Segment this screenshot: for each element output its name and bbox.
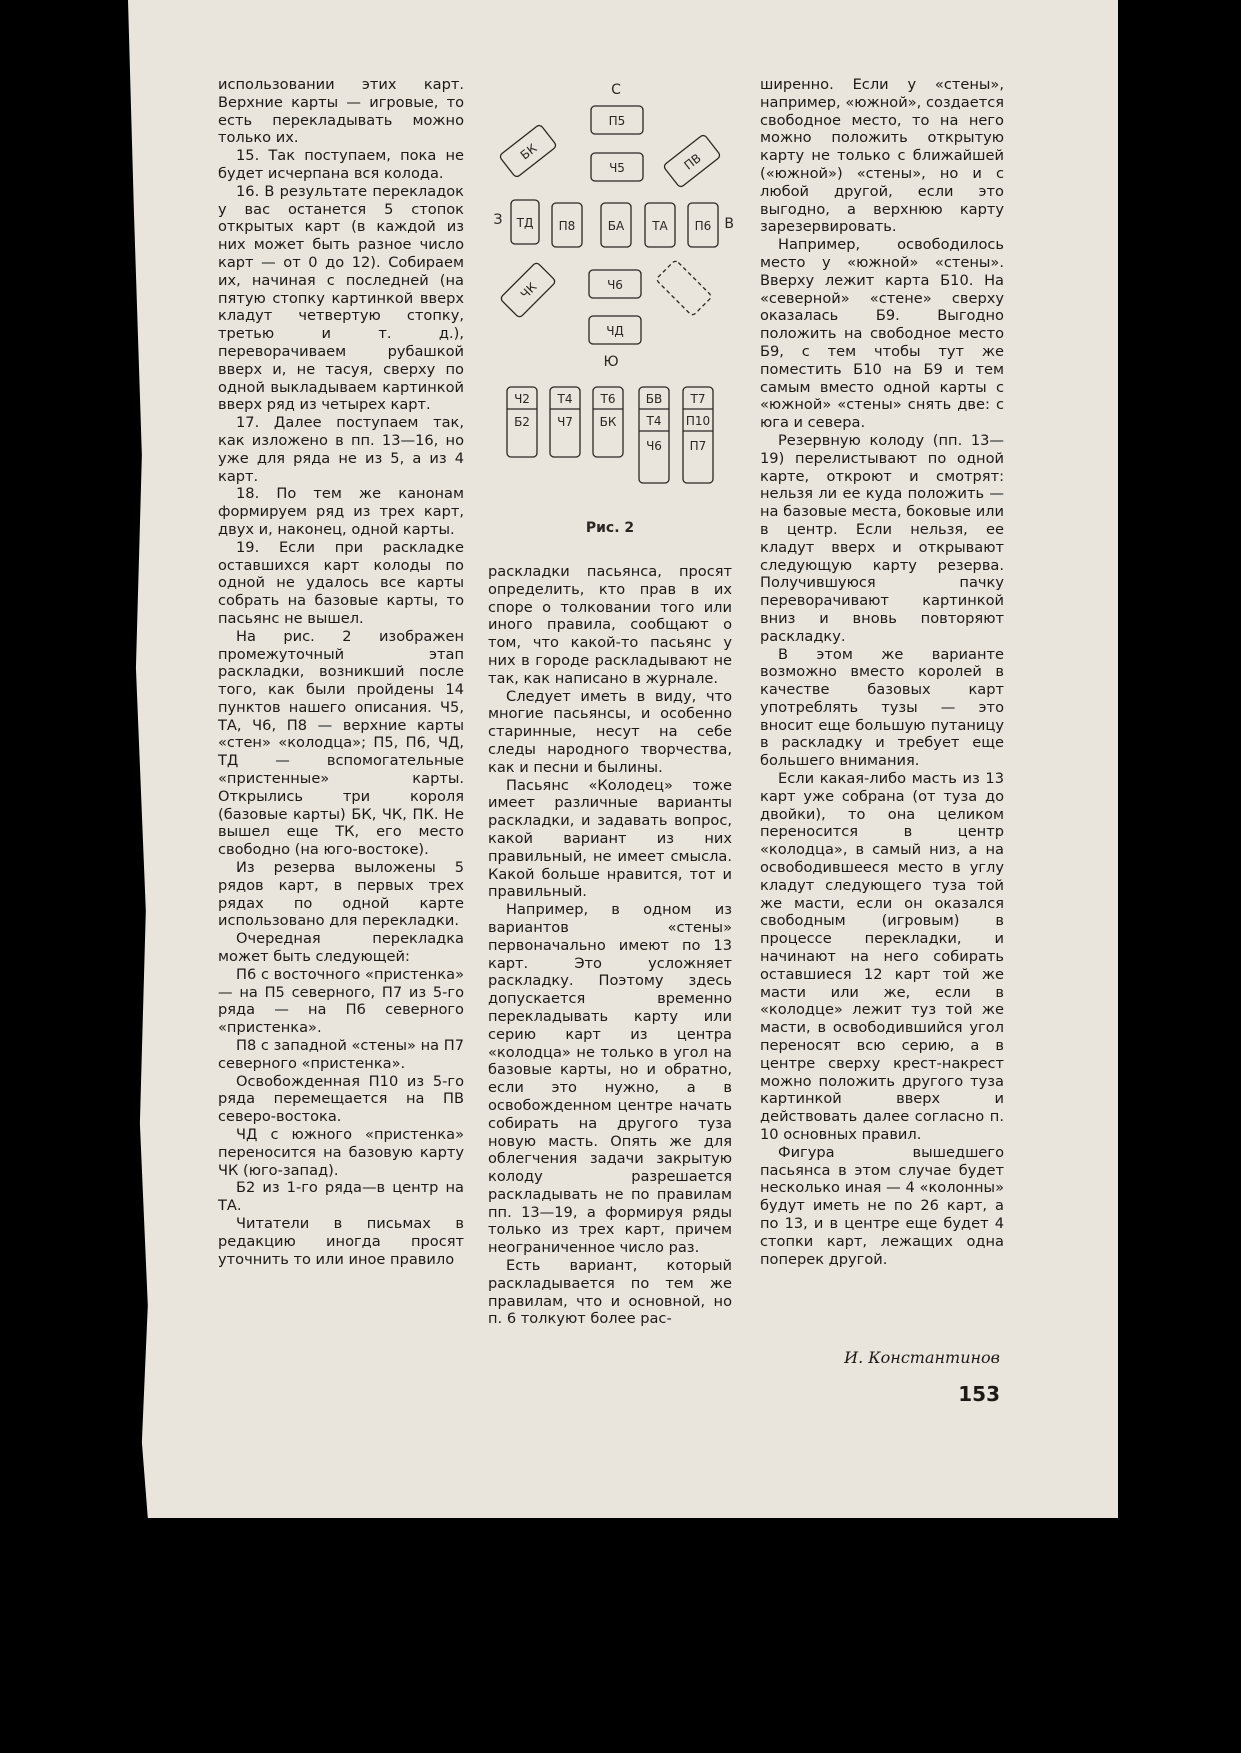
paragraph: Есть вариант, который раскладывается по тем же правилам, что и основной, но п. 6 толкуют более рас- [488,1257,732,1328]
svg-text:Т7: Т7 [690,392,706,406]
dir-west-label: З [493,212,503,228]
figure-caption: Рис. 2 [585,520,635,536]
svg-text:ТД: ТД [516,216,534,230]
svg-text:ПВ: ПВ [681,150,704,173]
svg-text:Т6: Т6 [600,392,616,406]
paragraph: использовании этих карт. Верхние карты — игровые, то есть перекладывать можно только их. [218,76,464,147]
svg-text:П7: П7 [689,439,707,453]
dir-east-label: В [724,216,734,232]
reserve-row-2 [550,387,580,457]
paragraph: 18. По тем же канонам формируем ряд из трех карт, двух и, наконец, одной карты. [218,485,464,538]
paragraph: 17. Далее поступаем так, как изложено в пп. 13—16, но уже для ряда не из 5, а из 4 карт. [218,414,464,485]
paragraph: На рис. 2 изображен промежуточный этап раскладки, возникший после того, как были пройдены 14 пунктов нашего описания. Ч5, ТА, Ч6, П8 — верхние карты «стен» «колодца»; П5, П6, ЧД, ТД — вспомогательные «пристенные» карты. Открылись три короля (базовые карты) БК, ЧК, ПК. Не вышел еще ТК, его место свободно (на юго-востоке). [218,627,464,859]
svg-text:П8: П8 [558,219,576,233]
paragraph: 16. В результате перекладок у вас останется 5 стопок открытых карт (в каждой из них может быть разное число карт — от 0 до 12). Собираем их, начиная с последней (на пятую стопку картинкой вверх кладут четвертую стопку, третью и т. д.), переворачиваем рубашкой вверх и, не тасуя, сверху по одной выкладываем картинкой вверх ряд из четырех карт. [218,182,464,414]
card-ba [601,203,631,247]
paragraph: Следует иметь в виду, что многие пасьянсы, и особенно старинные, несут на себе следы народного творчества, как и песни и былины. [488,687,732,776]
svg-text:Б2: Б2 [514,415,530,429]
paragraph: Освобожденная П10 из 5-го ряда перемещается на ПВ северо-востока. [218,1072,464,1126]
card-bk-nw [499,124,557,178]
card-chd [589,316,641,344]
card-p8 [552,203,582,247]
reserve-row-5 [683,387,713,483]
card-ch5 [591,153,643,181]
svg-text:Т4: Т4 [557,392,573,406]
author-signature: И. Константинов [844,1348,1000,1367]
reserve-row-4 [639,387,669,483]
svg-text:П5: П5 [608,114,626,128]
paragraph: Читатели в письмах в редакцию иногда просят уточнить то или иное правило [218,1215,464,1268]
text-column-right [760,76,1004,1268]
card-p6 [688,203,718,247]
svg-text:ЧД: ЧД [606,324,624,338]
svg-text:ЧК: ЧК [517,279,540,302]
svg-text:БК: БК [599,415,617,429]
paragraph: Например, в одном из вариантов «стены» первоначально имеют по 13 карт. Это усложняет раскладку. Поэтому здесь допускается временно перекладывать карту или серию карт из центра «колодца» не только в угол на базовые карты, но и обратно, если это нужно, а в освобожденном центре начать собирать на другого туза новую масть. Опять же для облегчения задачи закрытую колоду разрешается раскладывать не по правилам пп. 13—19, а формируя ряды только из трех карт, причем неограниченное число раз. [488,901,732,1257]
paragraph: 19. Если при раскладке оставшихся карт колоды по одной не удалось все карты собрать на базовые карты, то пасьянс не вышел. [218,538,464,627]
paragraph: П8 с западной «стены» на П7 северного «пристенка». [218,1037,464,1072]
paragraph: П6 с восточного «пристенка» — на П5 северного, П7 из 5-го ряда — на П6 северного «пристенка». [218,965,464,1037]
paragraph: 15. Так поступаем, пока не будет исчерпана вся колода. [218,147,464,182]
svg-text:Ч5: Ч5 [609,161,625,175]
paragraph: Очередная перекладка может быть следующей: [218,930,464,966]
paragraph: раскладки пасьянса, просят определить, кто прав в их споре о толковании того или иного правила, сообщают о том, что какой-то пасьянс у них в городе раскладывают не так, как написано в журнале. [488,563,732,687]
svg-text:ТА: ТА [652,219,668,233]
card-ch6 [589,270,641,298]
card-chk-sw [500,262,557,319]
dir-north-label: С [611,82,621,98]
paragraph: ЧД с южного «пристенка» переносится на базовую карту ЧК (юго-запад). [218,1126,464,1179]
svg-text:Ч7: Ч7 [557,415,573,429]
svg-text:П10: П10 [685,414,711,428]
card-p5 [591,106,643,134]
paragraph: В этом же варианте возможно вместо королей в качестве базовых карт употреблять тузы — это вносит еще большую путаницу в раскладку и требует еще большего внимания. [760,645,1004,770]
dir-south-label: Ю [603,354,619,370]
svg-text:БК: БК [517,141,540,163]
card-pv-ne [663,134,721,188]
card-layout-diagram [488,76,732,546]
page-number: 153 [958,1382,1000,1406]
reserve-row-3 [593,387,623,457]
svg-text:Т4: Т4 [646,414,662,428]
svg-text:П6: П6 [694,219,712,233]
card-ta [645,203,675,247]
empty-slot-se [656,260,713,317]
paragraph: Фигура вышедшего пасьянса в этом случае будет несколько иная — 4 «колонны» будут иметь не по 26 карт, а по 13, и в центре еще будет 4 стопки карт, лежащих одна поперек другой. [760,1143,1004,1268]
svg-text:Ч2: Ч2 [514,392,530,406]
paragraph: ширенно. Если у «стены», например, «южной», создается свободное место, то на него можно положить открытую карту не только с ближайшей («южной») «стены», но и с любой другой, если это выгодно, а верхнюю карту зарезервировать. [760,76,1004,236]
figure-card-layout [488,76,732,546]
paragraph: Если какая-либо масть из 13 карт уже собрана (от туза до двойки), то она целиком переносится в центр «колодца», в самый низ, а на освободившееся место в углу кладут следующего туза той же масти, если он оказался свободным (игровым) в процессе перекладки, и начинают на него собирать оставшиеся 12 карт той же масти или же, если в «колодце» лежит туз той же масти, в освободившийся угол переносят всю серию, а в центре сверху крест-накрест можно положить другого туза картинкой вверх и действовать далее согласно п. 10 основных правил. [760,770,1004,1144]
paragraph: Пасьянс «Колодец» тоже имеет различные варианты раскладки, и задавать вопрос, какой вариант из них правильный, не имеет смысла. Какой больше нравится, тот и правильный. [488,776,732,901]
svg-text:Ч6: Ч6 [607,278,623,292]
svg-text:Ч6: Ч6 [646,439,662,453]
card-td [511,200,539,244]
text-column-middle [488,563,732,1328]
paragraph: Например, освободилось место у «южной» «стены». Вверху лежит карта Б10. На «северной» «стене» сверху оказалась Б9. Выгодно положить на свободное место Б9, с тем чтобы тут же поместить Б10 на Б9 и тем самым вместо одной карты с «южной» «стены» снять две: с юга и севера. [760,236,1004,432]
reserve-row-1 [507,387,537,457]
paragraph: Резервную колоду (пп. 13—19) перелистывают по одной карте, откроют и смотрят: нельзя ли ее куда положить — на базовые места, боковые или в центр. Если нельзя, ее кладут вверх и открывают следующую карту резерва. Получившуюся пачку переворачивают картинкой вниз и вновь повторяют раскладку. [760,431,1004,645]
paragraph: Из резерва выложены 5 рядов карт, в первых трех рядах по одной карте использовано для перекладки. [218,859,464,930]
paragraph: Б2 из 1-го ряда—в центр на ТА. [218,1179,464,1215]
text-column-left [218,76,464,1268]
svg-text:БА: БА [607,219,625,233]
svg-text:БВ: БВ [645,392,663,406]
